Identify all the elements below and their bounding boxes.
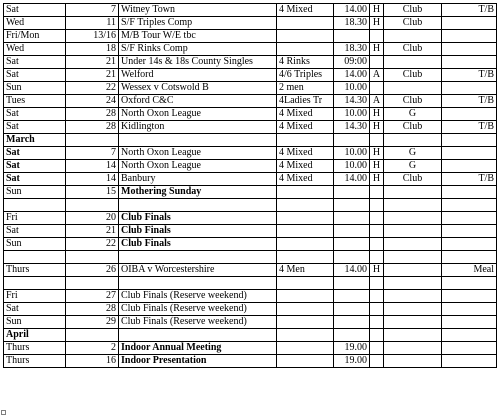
time-cell <box>334 212 370 225</box>
date-cell: 13/16 <box>66 30 119 43</box>
time-cell <box>334 316 370 329</box>
date-cell: 20 <box>66 212 119 225</box>
time-cell: 19.00 <box>334 342 370 355</box>
empty-cell <box>384 277 442 290</box>
team-cell: 4 Mixed <box>277 4 334 17</box>
venue-cell: H <box>370 160 384 173</box>
empty-cell <box>384 134 442 147</box>
venue-cell <box>370 238 384 251</box>
venue-cell <box>370 316 384 329</box>
day-cell: Sun <box>4 186 66 199</box>
time-cell: 14.30 <box>334 95 370 108</box>
empty-cell <box>277 329 334 342</box>
day-cell: Tues <box>4 95 66 108</box>
team-cell: 4/6 Triples <box>277 69 334 82</box>
venue-cell: H <box>370 147 384 160</box>
fixture-row <box>4 355 497 368</box>
empty-cell <box>277 251 334 264</box>
date-cell: 28 <box>66 303 119 316</box>
fixture-row <box>4 173 497 186</box>
date-cell: 16 <box>66 355 119 368</box>
date-cell: 27 <box>66 290 119 303</box>
fixture-row <box>4 95 497 108</box>
fixture-row <box>4 303 497 316</box>
empty-cell <box>442 277 497 290</box>
date-cell: 7 <box>66 4 119 17</box>
empty-cell <box>119 199 277 212</box>
fixture-row <box>4 186 497 199</box>
extra-cell <box>442 212 497 225</box>
day-cell: Thurs <box>4 355 66 368</box>
day-cell: Thurs <box>4 342 66 355</box>
extra-cell <box>442 56 497 69</box>
day-cell: Fri <box>4 212 66 225</box>
time-cell <box>334 186 370 199</box>
empty-cell <box>442 199 497 212</box>
month-heading: April <box>4 329 66 342</box>
extra-cell: T/B <box>442 95 497 108</box>
event-cell: North Oxon League <box>119 160 277 173</box>
venue-cell: H <box>370 121 384 134</box>
empty-cell <box>334 134 370 147</box>
day-cell: Sat <box>4 4 66 17</box>
team-cell: 2 men <box>277 82 334 95</box>
venue-cell <box>370 56 384 69</box>
team-cell <box>277 225 334 238</box>
fixture-row <box>4 43 497 56</box>
venue-cell <box>370 30 384 43</box>
venue-cell: H <box>370 43 384 56</box>
day-cell: Sat <box>4 121 66 134</box>
venue-cell <box>370 342 384 355</box>
date-cell: 21 <box>66 56 119 69</box>
location-cell <box>384 303 442 316</box>
event-cell: Wessex v Cotswold B <box>119 82 277 95</box>
event-cell: Banbury <box>119 173 277 186</box>
extra-cell <box>442 147 497 160</box>
empty-cell <box>334 277 370 290</box>
event-cell: Indoor Annual Meeting <box>119 342 277 355</box>
day-cell: Wed <box>4 17 66 30</box>
venue-cell <box>370 290 384 303</box>
venue-cell: H <box>370 17 384 30</box>
time-cell: 19.00 <box>334 355 370 368</box>
empty-cell <box>66 277 119 290</box>
location-cell <box>384 212 442 225</box>
team-cell: 4 Mixed <box>277 108 334 121</box>
venue-cell: A <box>370 95 384 108</box>
time-cell <box>334 225 370 238</box>
team-cell <box>277 212 334 225</box>
location-cell <box>384 355 442 368</box>
empty-cell <box>334 199 370 212</box>
date-cell: 14 <box>66 160 119 173</box>
fixture-row <box>4 108 497 121</box>
team-cell: 4 Mixed <box>277 147 334 160</box>
date-cell: 7 <box>66 147 119 160</box>
fixture-row <box>4 4 497 17</box>
empty-cell <box>4 251 66 264</box>
event-cell: Club Finals <box>119 225 277 238</box>
fixture-row <box>4 69 497 82</box>
team-cell: 4 Mixed <box>277 121 334 134</box>
fixture-row <box>4 264 497 277</box>
team-cell <box>277 290 334 303</box>
extra-cell: Meal <box>442 264 497 277</box>
time-cell: 09:00 <box>334 56 370 69</box>
fixture-row <box>4 121 497 134</box>
day-cell: Sat <box>4 56 66 69</box>
extra-cell <box>442 303 497 316</box>
event-cell: Kidlington <box>119 121 277 134</box>
spacer-row <box>4 251 497 264</box>
empty-cell <box>370 134 384 147</box>
day-cell: Sat <box>4 225 66 238</box>
venue-cell <box>370 355 384 368</box>
fixture-row <box>4 82 497 95</box>
team-cell: 4 Rinks <box>277 56 334 69</box>
empty-cell <box>370 199 384 212</box>
team-cell <box>277 17 334 30</box>
empty-cell <box>384 329 442 342</box>
empty-cell <box>66 199 119 212</box>
time-cell: 18.30 <box>334 17 370 30</box>
day-cell: Sat <box>4 160 66 173</box>
venue-cell: H <box>370 108 384 121</box>
team-cell <box>277 316 334 329</box>
empty-cell <box>442 134 497 147</box>
team-cell: 4 Mixed <box>277 173 334 186</box>
day-cell: Sat <box>4 303 66 316</box>
location-cell: G <box>384 160 442 173</box>
date-cell: 2 <box>66 342 119 355</box>
team-cell <box>277 355 334 368</box>
fixture-row <box>4 212 497 225</box>
day-cell: Fri <box>4 290 66 303</box>
location-cell: Club <box>384 43 442 56</box>
date-cell: 29 <box>66 316 119 329</box>
date-cell: 18 <box>66 43 119 56</box>
time-cell: 10.00 <box>334 147 370 160</box>
location-cell: G <box>384 147 442 160</box>
event-cell: Mothering Sunday <box>119 186 277 199</box>
venue-cell <box>370 303 384 316</box>
day-cell: Wed <box>4 43 66 56</box>
day-cell: Sat <box>4 69 66 82</box>
extra-cell: T/B <box>442 121 497 134</box>
event-cell: Club Finals <box>119 238 277 251</box>
date-cell: 22 <box>66 238 119 251</box>
month-heading: March <box>4 134 66 147</box>
extra-cell <box>442 355 497 368</box>
venue-cell: H <box>370 173 384 186</box>
location-cell: G <box>384 108 442 121</box>
fixtures-body <box>4 4 497 368</box>
team-cell <box>277 186 334 199</box>
event-cell: Club Finals (Reserve weekend) <box>119 290 277 303</box>
team-cell <box>277 303 334 316</box>
extra-cell <box>442 108 497 121</box>
extra-cell <box>442 316 497 329</box>
empty-cell <box>277 134 334 147</box>
fixtures-table <box>3 3 497 368</box>
spacer-row <box>4 277 497 290</box>
event-cell: North Oxon League <box>119 108 277 121</box>
team-cell <box>277 43 334 56</box>
team-cell: 4Ladies Tr <box>277 95 334 108</box>
team-cell: 4 Men <box>277 264 334 277</box>
venue-cell: H <box>370 4 384 17</box>
fixture-row <box>4 238 497 251</box>
spacer-row <box>4 199 497 212</box>
extra-cell <box>442 238 497 251</box>
team-cell <box>277 30 334 43</box>
location-cell: Club <box>384 121 442 134</box>
empty-cell <box>66 134 119 147</box>
extra-cell <box>442 43 497 56</box>
location-cell <box>384 82 442 95</box>
extra-cell <box>442 160 497 173</box>
fixture-row <box>4 147 497 160</box>
time-cell: 14.00 <box>334 173 370 186</box>
empty-cell <box>370 329 384 342</box>
team-cell <box>277 342 334 355</box>
venue-cell <box>370 82 384 95</box>
time-cell: 14.30 <box>334 121 370 134</box>
location-cell: Club <box>384 95 442 108</box>
event-cell: Witney Town <box>119 4 277 17</box>
empty-cell <box>384 199 442 212</box>
day-cell: Sun <box>4 82 66 95</box>
empty-cell <box>442 329 497 342</box>
event-cell: North Oxon League <box>119 147 277 160</box>
extra-cell <box>442 290 497 303</box>
day-cell: Thurs <box>4 264 66 277</box>
empty-cell <box>119 251 277 264</box>
empty-cell <box>66 329 119 342</box>
venue-cell <box>370 212 384 225</box>
event-cell: Oxford C&C <box>119 95 277 108</box>
location-cell: Club <box>384 4 442 17</box>
empty-cell <box>442 251 497 264</box>
venue-cell: A <box>370 69 384 82</box>
extra-cell <box>442 82 497 95</box>
date-cell: 11 <box>66 17 119 30</box>
empty-cell <box>334 251 370 264</box>
fixture-row <box>4 290 497 303</box>
empty-cell <box>119 329 277 342</box>
fixture-row <box>4 160 497 173</box>
event-cell: Club Finals (Reserve weekend) <box>119 316 277 329</box>
time-cell: 18.30 <box>334 43 370 56</box>
empty-cell <box>277 199 334 212</box>
empty-cell <box>384 251 442 264</box>
day-cell: Sat <box>4 147 66 160</box>
empty-cell <box>66 251 119 264</box>
venue-cell <box>370 186 384 199</box>
location-cell <box>384 30 442 43</box>
extra-cell <box>442 225 497 238</box>
day-cell: Sat <box>4 108 66 121</box>
location-cell <box>384 225 442 238</box>
fixture-row <box>4 225 497 238</box>
time-cell <box>334 290 370 303</box>
date-cell: 21 <box>66 69 119 82</box>
location-cell: Club <box>384 69 442 82</box>
extra-cell: T/B <box>442 4 497 17</box>
fixture-row <box>4 316 497 329</box>
extra-cell <box>442 30 497 43</box>
month-heading-row <box>4 329 497 342</box>
time-cell: 14.00 <box>334 69 370 82</box>
event-cell: M/B Tour W/E tbc <box>119 30 277 43</box>
event-cell: S/F Triples Comp <box>119 17 277 30</box>
time-cell <box>334 303 370 316</box>
location-cell <box>384 342 442 355</box>
location-cell: Club <box>384 173 442 186</box>
date-cell: 26 <box>66 264 119 277</box>
date-cell: 21 <box>66 225 119 238</box>
empty-cell <box>4 277 66 290</box>
location-cell: Club <box>384 17 442 30</box>
empty-cell <box>119 277 277 290</box>
team-cell: 4 Mixed <box>277 160 334 173</box>
extra-cell <box>442 186 497 199</box>
day-cell: Sun <box>4 238 66 251</box>
empty-cell <box>334 329 370 342</box>
extra-cell: T/B <box>442 173 497 186</box>
fixture-row <box>4 342 497 355</box>
time-cell: 10.00 <box>334 160 370 173</box>
fixture-row <box>4 30 497 43</box>
time-cell <box>334 30 370 43</box>
location-cell <box>384 264 442 277</box>
location-cell <box>384 238 442 251</box>
date-cell: 22 <box>66 82 119 95</box>
event-cell: Indoor Presentation <box>119 355 277 368</box>
empty-cell <box>4 199 66 212</box>
date-cell: 15 <box>66 186 119 199</box>
time-cell: 10.00 <box>334 108 370 121</box>
fixture-row <box>4 17 497 30</box>
event-cell: OIBA v Worcestershire <box>119 264 277 277</box>
location-cell <box>384 290 442 303</box>
venue-cell <box>370 225 384 238</box>
location-cell <box>384 186 442 199</box>
time-cell: 14.00 <box>334 264 370 277</box>
event-cell: Club Finals (Reserve weekend) <box>119 303 277 316</box>
time-cell: 14.00 <box>334 4 370 17</box>
location-cell <box>384 316 442 329</box>
event-cell: S/F Rinks Comp <box>119 43 277 56</box>
extra-cell <box>442 342 497 355</box>
location-cell <box>384 56 442 69</box>
day-cell: Sun <box>4 316 66 329</box>
team-cell <box>277 238 334 251</box>
time-cell <box>334 238 370 251</box>
date-cell: 28 <box>66 108 119 121</box>
event-cell: Welford <box>119 69 277 82</box>
table-move-handle[interactable] <box>1 410 6 415</box>
day-cell: Fri/Mon <box>4 30 66 43</box>
time-cell: 10.00 <box>334 82 370 95</box>
event-cell: Under 14s & 18s County Singles <box>119 56 277 69</box>
empty-cell <box>370 277 384 290</box>
empty-cell <box>119 134 277 147</box>
empty-cell <box>277 277 334 290</box>
month-heading-row <box>4 134 497 147</box>
date-cell: 28 <box>66 121 119 134</box>
fixture-row <box>4 56 497 69</box>
venue-cell: H <box>370 264 384 277</box>
event-cell: Club Finals <box>119 212 277 225</box>
date-cell: 14 <box>66 173 119 186</box>
empty-cell <box>370 251 384 264</box>
extra-cell <box>442 17 497 30</box>
extra-cell: T/B <box>442 69 497 82</box>
day-cell: Sat <box>4 173 66 186</box>
date-cell: 24 <box>66 95 119 108</box>
